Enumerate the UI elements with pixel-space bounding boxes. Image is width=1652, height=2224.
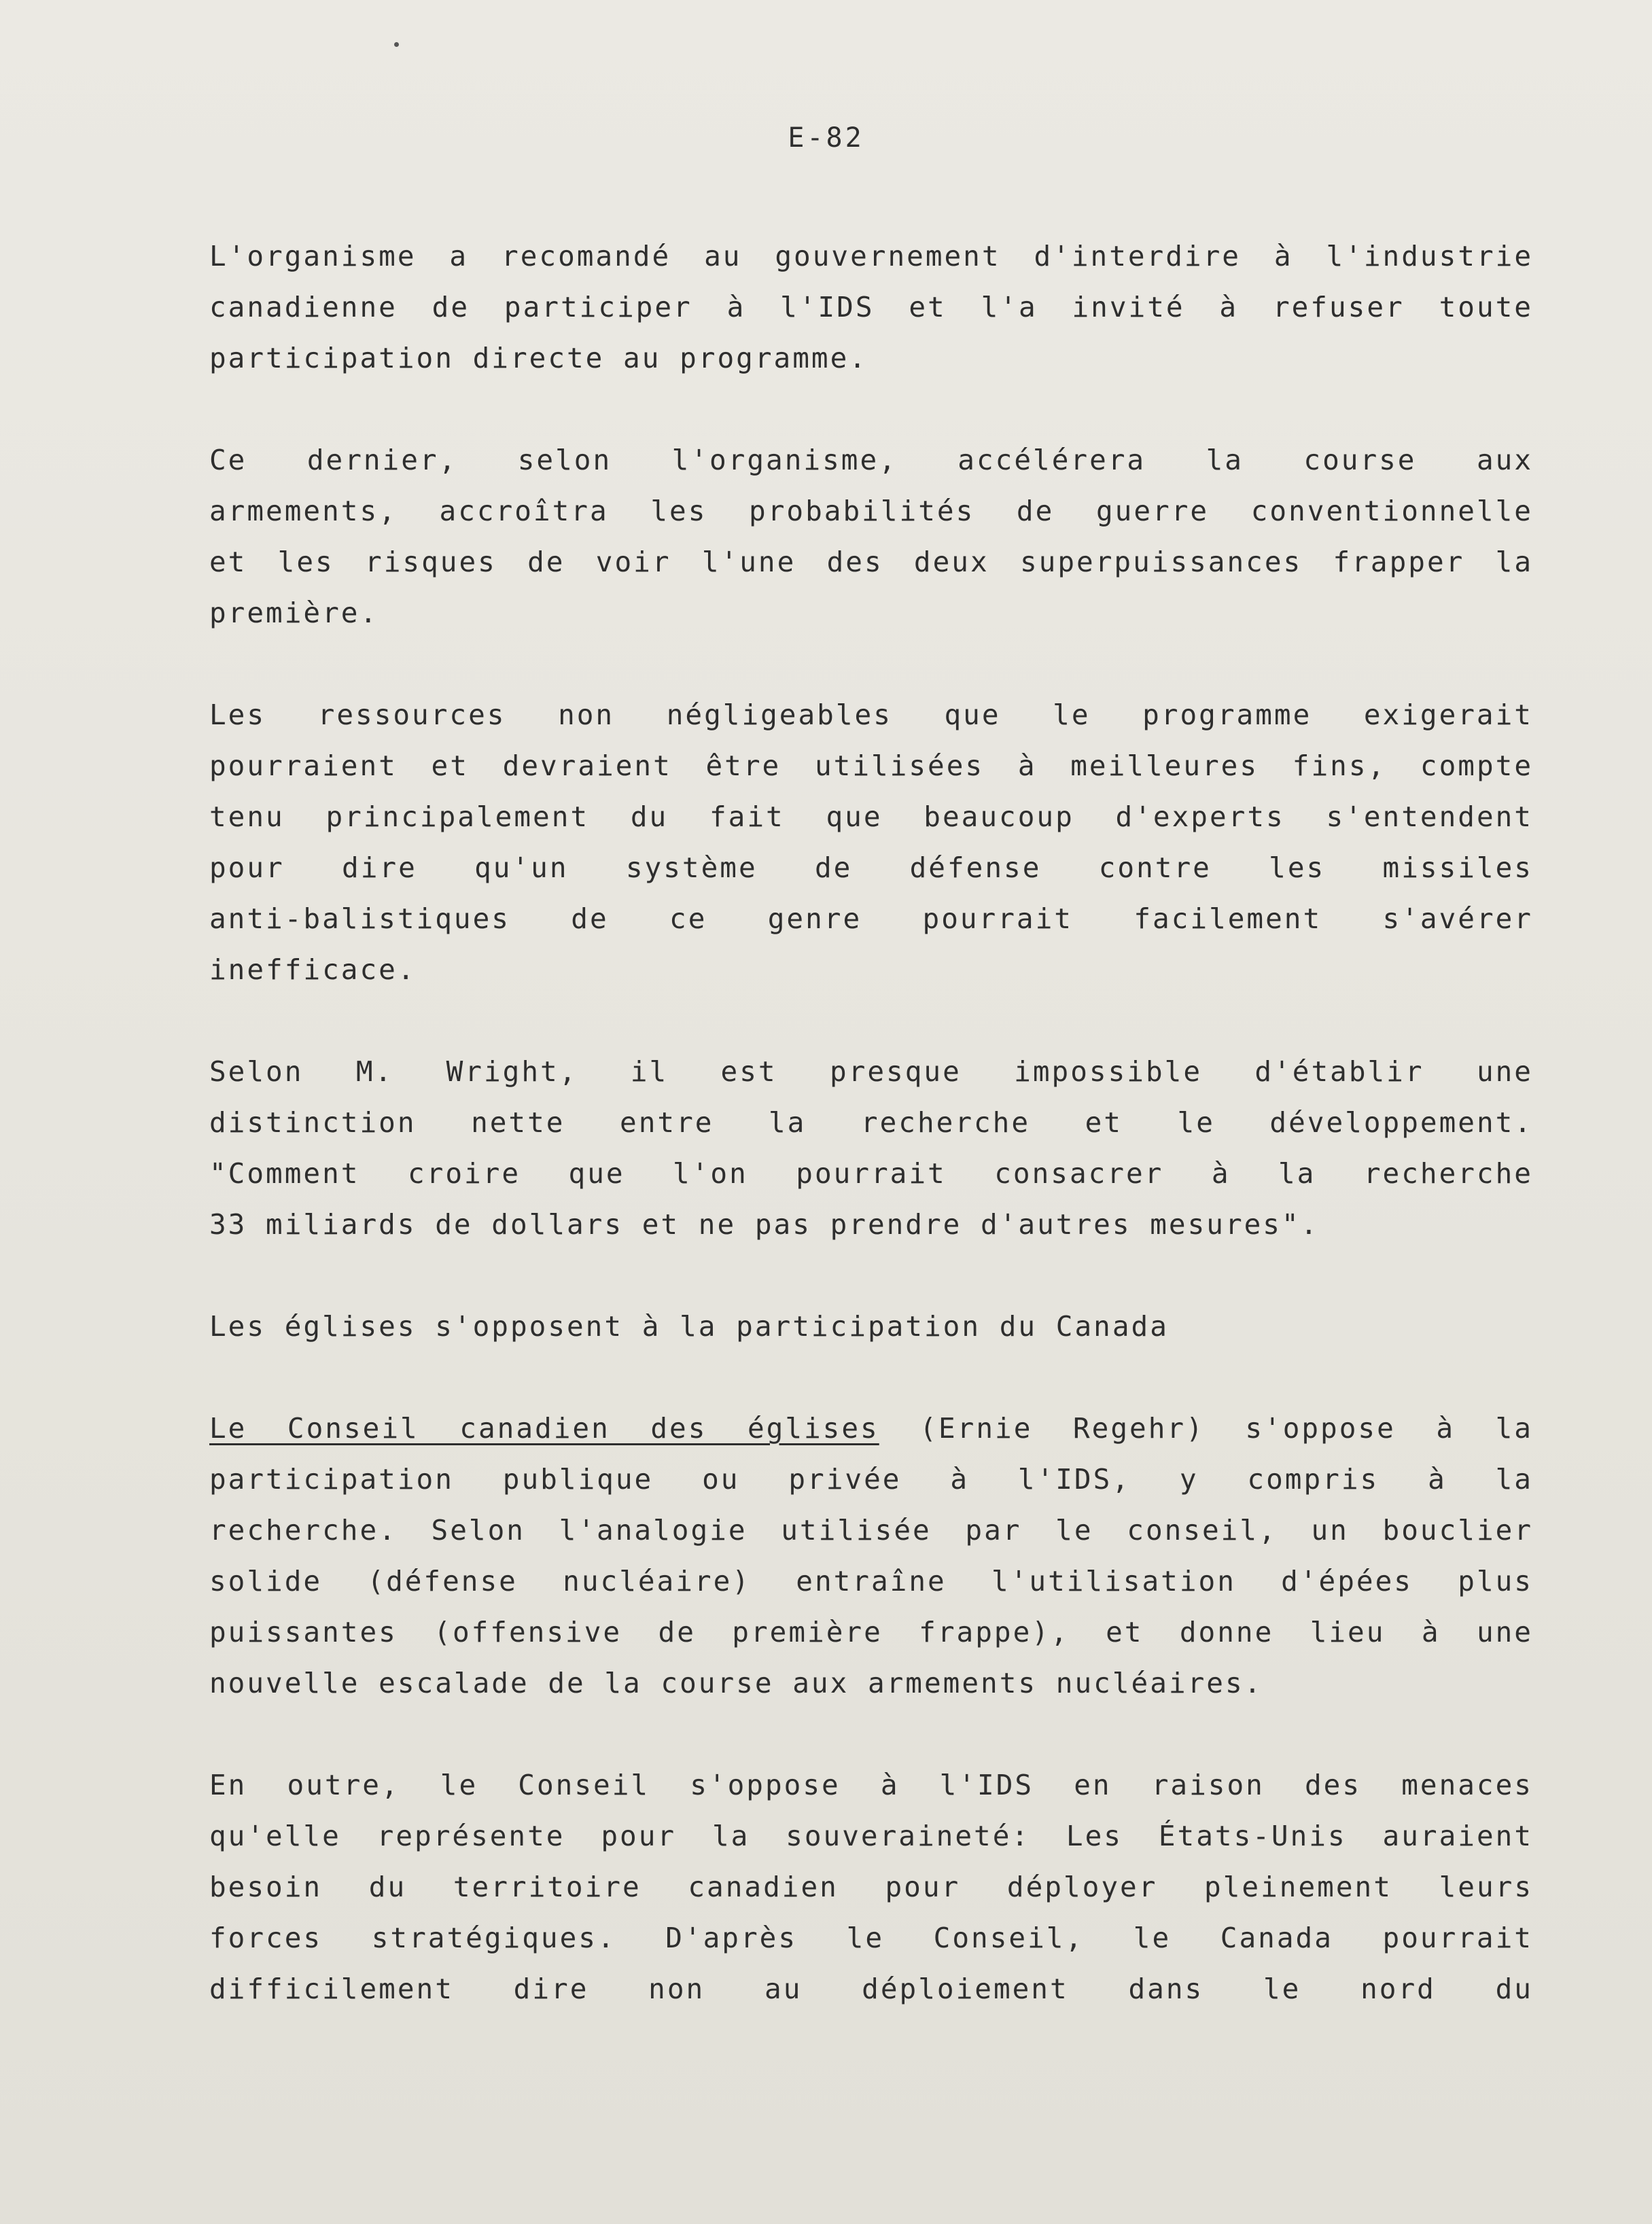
text-line: et les risques de voir l'une des deux superpuissances frapper la — [209, 546, 1533, 578]
text-line: qu'elle représente pour la souveraineté: Les États-Unis auraient — [209, 1820, 1533, 1852]
text-line: solide (défense nucléaire) entraîne l'utilisation d'épées plus — [209, 1565, 1533, 1598]
paragraph-recommendation — [209, 231, 1533, 384]
paragraph-sovereignty — [209, 1760, 1533, 2015]
text-line: recherche. Selon l'analogie utilisée par le conseil, un bouclier — [209, 1514, 1533, 1547]
text-line: distinction nette entre la recherche et le développement. — [209, 1106, 1533, 1139]
page-number: E-82 — [788, 122, 864, 154]
paragraph-conseil — [209, 1403, 1533, 1709]
text-line: forces stratégiques. D'après le Conseil, le Canada pourrait — [209, 1922, 1533, 1954]
section-heading: Les églises s'opposent à la participation du Canada — [209, 1310, 1169, 1343]
text-line: puissantes (offensive de première frappe), et donne lieu à une — [209, 1616, 1533, 1648]
paper-speck — [394, 42, 399, 47]
text-line: canadienne de participer à l'IDS et l'a invité à refuser toute — [209, 291, 1533, 323]
paragraph-arms-race — [209, 435, 1533, 639]
text-line: participation publique ou privée à l'IDS, y compris à la — [209, 1463, 1533, 1496]
text-line: difficilement dire non au déploiement dans le nord du — [209, 1973, 1533, 2005]
paragraph-wright — [209, 1046, 1533, 1250]
text-line: Les ressources non négligeables que le programme exigerait — [209, 699, 1533, 731]
text-line: pour dire qu'un système de défense contre les missiles — [209, 851, 1533, 884]
text-line: Ce dernier, selon l'organisme, accélérera la course aux — [209, 444, 1533, 476]
text-line: tenu principalement du fait que beaucoup d'experts s'entendent — [209, 800, 1533, 833]
document-body — [209, 231, 1533, 2066]
text-line: anti-balistiques de ce genre pourrait facilement s'avérer — [209, 902, 1533, 935]
text-line: armements, accroîtra les probabilités de guerre conventionnelle — [209, 495, 1533, 527]
text-line: "Comment croire que l'on pourrait consacrer à la recherche — [209, 1157, 1533, 1190]
text-fragment: (Ernie Regehr) s'oppose à la — [879, 1412, 1533, 1445]
text-line: pourraient et devraient être utilisées à meilleures fins, compte — [209, 749, 1533, 782]
text-line — [209, 1403, 1533, 1454]
conseil-name-underlined: Le Conseil canadien des églises — [209, 1412, 879, 1445]
text-line: participation directe au programme. — [209, 342, 868, 374]
text-line: En outre, le Conseil s'oppose à l'IDS en raison des menaces — [209, 1769, 1533, 1801]
text-line: besoin du territoire canadien pour déployer pleinement leurs — [209, 1871, 1533, 1903]
text-line: inefficace. — [209, 953, 417, 986]
text-line: 33 miliards de dollars et ne pas prendre d'autres mesures". — [209, 1208, 1320, 1241]
text-line: Selon M. Wright, il est presque impossible d'établir une — [209, 1055, 1533, 1088]
paragraph-resources — [209, 690, 1533, 995]
text-line: première. — [209, 597, 379, 629]
text-line: nouvelle escalade de la course aux armements nucléaires. — [209, 1667, 1263, 1699]
text-line: L'organisme a recomandé au gouvernement d'interdire à l'industrie — [209, 240, 1533, 272]
